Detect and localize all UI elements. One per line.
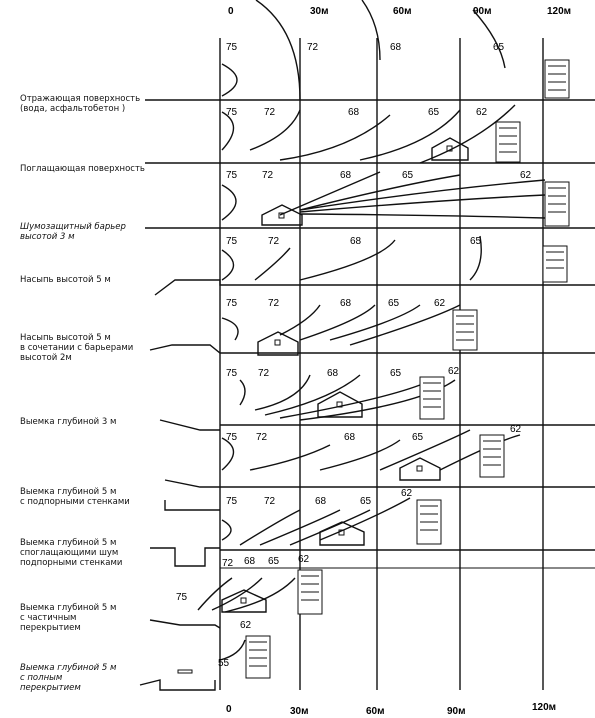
row-label-cut-5m-absorbing-walls: [20, 538, 180, 568]
level-label: 68: [348, 107, 360, 118]
level-label: 65: [428, 107, 440, 118]
level-label: 68: [244, 556, 256, 567]
row-label-line: перекрытием: [20, 683, 81, 693]
level-label: 75: [226, 236, 238, 247]
row-label-line: Выемка глубиной 5 м: [20, 487, 117, 497]
top-axis: [228, 6, 571, 17]
building-icon: [417, 500, 441, 544]
row-label-line: подпорными стенками: [20, 558, 123, 568]
row-label-cut-3m: [20, 417, 180, 427]
level-label: 68: [340, 298, 352, 309]
level-label: 62: [510, 424, 522, 435]
level-label: 72: [268, 298, 280, 309]
bottom-tick-0: 0: [226, 704, 232, 715]
top-curves: [222, 0, 505, 100]
level-label: 75: [226, 170, 238, 181]
level-label: 65: [412, 432, 424, 443]
level-label: 72: [222, 558, 234, 569]
level-label: 55: [218, 658, 230, 669]
top-tick-60: 60м: [393, 6, 412, 17]
building-icon: [545, 60, 569, 98]
row-label-line: Отражающая поверхность: [20, 94, 141, 104]
level-label: 65: [402, 170, 414, 181]
level-label: 72: [307, 42, 319, 53]
row-label-cut-5m-full-cover: [20, 663, 180, 693]
vertical-grid: [220, 38, 543, 690]
row-label-line: с частичным: [20, 613, 77, 623]
level-label: 72: [264, 496, 276, 507]
level-label: 68: [327, 368, 339, 379]
row-label-line: высотой 3 м: [20, 232, 75, 242]
top-tick-90: 90м: [473, 6, 492, 17]
level-label: 72: [262, 170, 274, 181]
level-label: 75: [226, 42, 238, 53]
row-label-line: (вода, асфальтобетон ): [20, 104, 126, 114]
row-label-line: с полным: [20, 673, 63, 683]
row-label-cut-5m-walls: [20, 487, 180, 507]
row-label-line: Насыпь высотой 5 м: [20, 333, 111, 343]
top-tick-120: 120м: [547, 6, 572, 17]
level-label: 65: [493, 42, 505, 53]
level-label: 62: [434, 298, 446, 309]
building-icon: [453, 310, 477, 350]
row-label-embankment-5m: [20, 275, 180, 285]
level-label: 65: [470, 236, 482, 247]
house-icon: [258, 332, 298, 355]
house-icon: [432, 138, 468, 160]
row-label-line: Насыпь высотой 5 м: [20, 275, 111, 285]
row-label-line: Выемка глубиной 5 м: [20, 663, 117, 673]
level-label: 75: [226, 298, 238, 309]
row-label-reflective: [20, 94, 180, 114]
bottom-tick-120: 120м: [532, 702, 557, 713]
level-label: 65: [390, 368, 402, 379]
row-label-line: в сочетании с барьерами: [20, 343, 134, 353]
row-label-line: с подпорными стенками: [20, 497, 130, 507]
level-label: 62: [476, 107, 488, 118]
level-label: 72: [258, 368, 270, 379]
level-label: 68: [350, 236, 362, 247]
level-label: 75: [226, 107, 238, 118]
level-label: 68: [315, 496, 327, 507]
row-label-line: Выемка глубиной 3 м: [20, 417, 117, 427]
level-label: 68: [390, 42, 402, 53]
level-label: 65: [268, 556, 280, 567]
level-label: 75: [226, 368, 238, 379]
level-label: 68: [340, 170, 352, 181]
level-label: 68: [344, 432, 356, 443]
level-label: 62: [448, 366, 460, 377]
building-icon: [545, 182, 569, 226]
building-icon: [246, 636, 270, 678]
building-icon: [298, 570, 322, 614]
level-label: 65: [388, 298, 400, 309]
bottom-tick-60: 60м: [366, 706, 385, 717]
row-label-line: высотой 2м: [20, 353, 72, 363]
row-label-line: Поглащающая поверхность: [20, 164, 145, 174]
row-separators: [140, 100, 595, 690]
level-label: 75: [176, 592, 188, 603]
row-label-cut-5m-partial-cover: [20, 603, 180, 633]
house-icon: [400, 458, 440, 480]
bottom-tick-30: 30м: [290, 706, 309, 717]
level-label: 62: [298, 554, 310, 565]
level-label: 62: [240, 620, 252, 631]
building-icon: [496, 122, 520, 162]
level-labels: [176, 42, 532, 669]
level-label: 72: [256, 432, 268, 443]
level-label: 62: [520, 170, 532, 181]
building-icon: [480, 435, 504, 477]
row-label-barrier-3m: [20, 222, 180, 242]
building-icon: [420, 377, 444, 419]
isolines: [198, 105, 545, 660]
row-label-embankment-barriers: [20, 333, 180, 363]
bottom-axis: [226, 702, 556, 717]
level-label: 75: [226, 496, 238, 507]
building-icon: [543, 246, 567, 282]
row-label-line: Выемка глубиной 5 м: [20, 538, 117, 548]
buildings: [246, 60, 569, 678]
row-label-line: Выемка глубиной 5 м: [20, 603, 117, 613]
level-label: 65: [360, 496, 372, 507]
level-label: 72: [268, 236, 280, 247]
row-label-absorbing: [20, 164, 180, 174]
level-label: 72: [264, 107, 276, 118]
row-label-line: споглащающими шум: [20, 548, 119, 558]
level-label: 62: [401, 488, 413, 499]
house-icon: [320, 522, 364, 545]
top-tick-30: 30м: [310, 6, 329, 17]
top-tick-0: 0: [228, 6, 234, 17]
level-label: 75: [226, 432, 238, 443]
bottom-tick-90: 90м: [447, 706, 466, 717]
row-label-line: перекрытием: [20, 623, 81, 633]
row-label-line: Шумозащитный барьер: [20, 222, 126, 232]
